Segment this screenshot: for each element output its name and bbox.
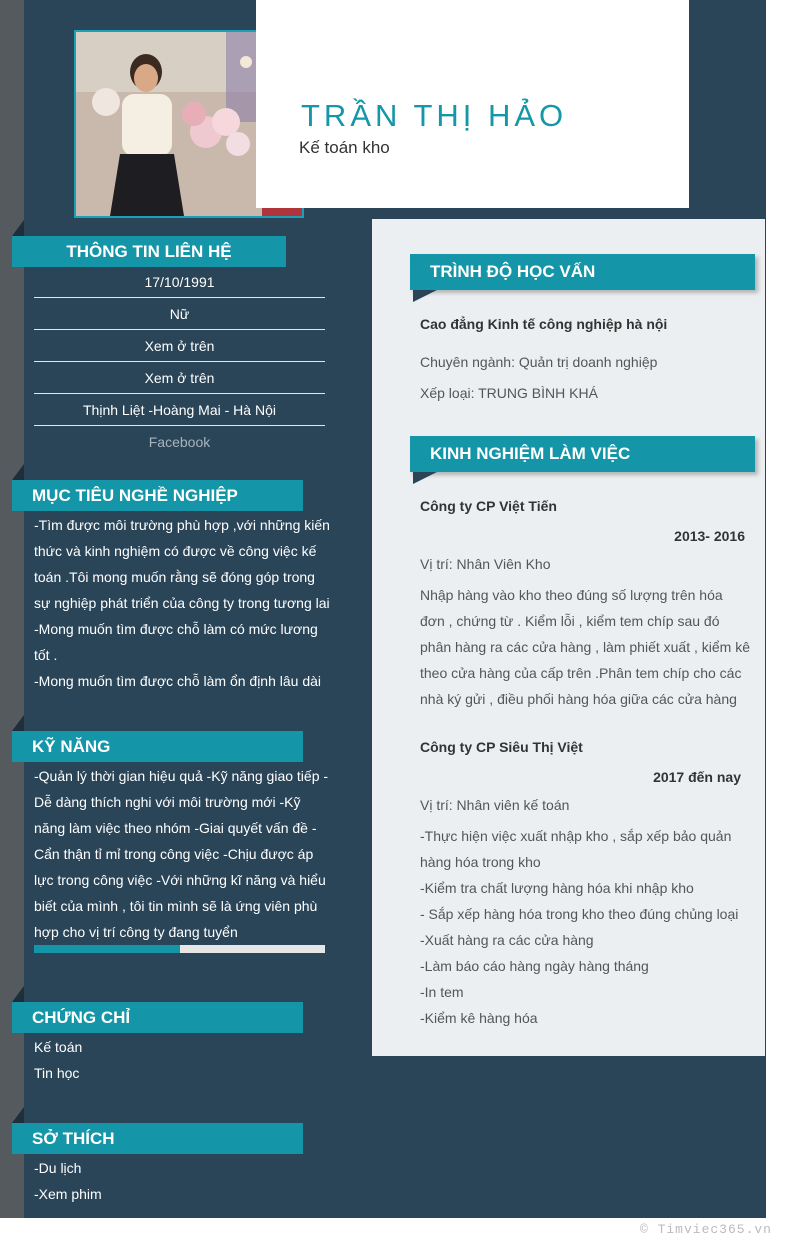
objective-line: -Tìm được môi trường phù hợp ,với những kiến — [34, 517, 330, 533]
description-line: - Sắp xếp hàng hóa trong kho theo đúng chủng loại — [420, 906, 739, 922]
objective-line: sự nghiệp phát triển của công ty trong tương lai — [34, 595, 330, 611]
job-description — [420, 823, 750, 1031]
birthdate: 17/10/1991 — [34, 267, 325, 298]
job-position: Vị trí: Nhân viên kế toán — [420, 797, 570, 813]
description-line: -Làm báo cáo hàng ngày hàng tháng — [420, 958, 649, 974]
description-line: nhà ký gửi , điều phối hàng hóa giữa các cửa hàng — [420, 691, 737, 707]
objective-heading: MỤC TIÊU NGHỀ NGHIỆP — [12, 480, 303, 511]
objective-text — [34, 512, 330, 694]
phone: Xem ở trên — [34, 331, 325, 362]
description-line: theo cửa hàng của cấp trên .Phân tem chíp cho các — [420, 665, 742, 681]
description-line: Nhập hàng vào kho theo đúng số lượng trên hóa — [420, 587, 723, 603]
header-fold — [413, 290, 437, 302]
company-name: Công ty CP Việt Tiến — [420, 498, 557, 514]
skills-line: lực trong công việc -Với những kĩ năng và hiểu — [34, 872, 326, 888]
job-period: 2017 đến nay — [653, 769, 741, 785]
contact-list — [34, 267, 325, 458]
description-line: -In tem — [420, 984, 464, 1000]
hobbies-list — [34, 1155, 330, 1207]
hobbies-heading: SỞ THÍCH — [12, 1123, 303, 1154]
description-line: -Xuất hàng ra các cửa hàng — [420, 932, 594, 948]
email: Xem ở trên — [34, 363, 325, 394]
skills-line: Dễ dàng thích nghi với môi trường mới -Kỹ — [34, 794, 301, 810]
skills-line: -Quản lý thời gian hiệu quả -Kỹ năng giao tiếp - — [34, 768, 329, 784]
description-line: -Kiểm tra chất lượng hàng hóa khi nhập kho — [420, 880, 694, 896]
school-name: Cao đẳng Kinh tế công nghiệp hà nội — [420, 316, 668, 332]
description-line: -Kiểm kê hàng hóa — [420, 1010, 538, 1026]
header-fold — [12, 1107, 24, 1123]
certificate-item: Tin học — [34, 1065, 80, 1081]
objective-line: -Mong muốn tìm được chỗ làm ổn định lâu dài — [34, 673, 322, 689]
address: Thịnh Liệt -Hoàng Mai - Hà Nội — [34, 395, 325, 426]
hobby-item: -Du lịch — [34, 1160, 82, 1176]
facebook-link[interactable]: Facebook — [148, 434, 211, 450]
education-heading: TRÌNH ĐỘ HỌC VẤN — [410, 254, 755, 290]
objective-line: tốt . — [34, 647, 58, 663]
candidate-name: TRẦN THỊ HẢO — [301, 98, 568, 133]
header-fold — [12, 715, 24, 731]
skills-text — [34, 763, 330, 945]
gender: Nữ — [34, 299, 325, 330]
skills-heading: KỸ NĂNG — [12, 731, 303, 762]
skill-level-fill — [34, 945, 180, 953]
job-title: Kế toán kho — [299, 138, 390, 157]
description-line: đơn , chứng từ . Kiểm lỗi , kiểm tem chíp sau đó — [420, 613, 720, 629]
skills-line: năng làm việc theo nhóm -Giai quyết vấn đề - — [34, 820, 317, 836]
skills-line: hợp cho vị trí công ty đang tuyển — [34, 924, 238, 940]
hobby-item: -Xem phim — [34, 1186, 102, 1202]
left-stripe — [0, 0, 24, 1218]
job-position: Vị trí: Nhân Viên Kho — [420, 556, 551, 572]
header-fold — [12, 464, 24, 480]
watermark-footer: © Timviec365.vn — [639, 1222, 772, 1237]
skills-line: Cẩn thận tỉ mỉ trong công việc -Chịu được áp — [34, 846, 314, 862]
experience-heading: KINH NGHIỆM LÀM VIỆC — [410, 436, 755, 472]
contact-heading: THÔNG TIN LIÊN HỆ — [12, 236, 286, 267]
skill-level-bar — [34, 945, 325, 953]
company-name: Công ty CP Siêu Thị Việt — [420, 739, 583, 755]
grade: Xếp loại: TRUNG BÌNH KHÁ — [420, 385, 598, 401]
objective-line: -Mong muốn tìm được chỗ làm có mức lương — [34, 621, 318, 637]
certificates-heading: CHỨNG CHỈ — [12, 1002, 303, 1033]
description-line: hàng hóa trong kho — [420, 854, 541, 870]
description-line: -Thực hiện việc xuất nhập kho , sắp xếp bảo quản — [420, 828, 732, 844]
header-fold — [12, 986, 24, 1002]
skills-line: biết của mình , tôi tin mình sẽ là ứng viên phù — [34, 898, 318, 914]
header-fold — [12, 220, 24, 236]
certificate-item: Kế toán — [34, 1039, 83, 1055]
header-fold — [413, 472, 437, 484]
description-line: phân hàng ra các cửa hàng , làm phiết xuất , kiểm kê — [420, 639, 751, 655]
certificates-list — [34, 1034, 330, 1086]
objective-line: toán .Tôi mong muốn rằng sẽ đóng góp trong — [34, 569, 315, 585]
objective-line: thức và kinh nghiệm có được về công việc kế — [34, 543, 317, 559]
name-card — [256, 0, 689, 208]
job-period: 2013- 2016 — [674, 528, 745, 544]
job-description — [420, 582, 750, 712]
major: Chuyên ngành: Quản trị doanh nghiệp — [420, 354, 658, 370]
